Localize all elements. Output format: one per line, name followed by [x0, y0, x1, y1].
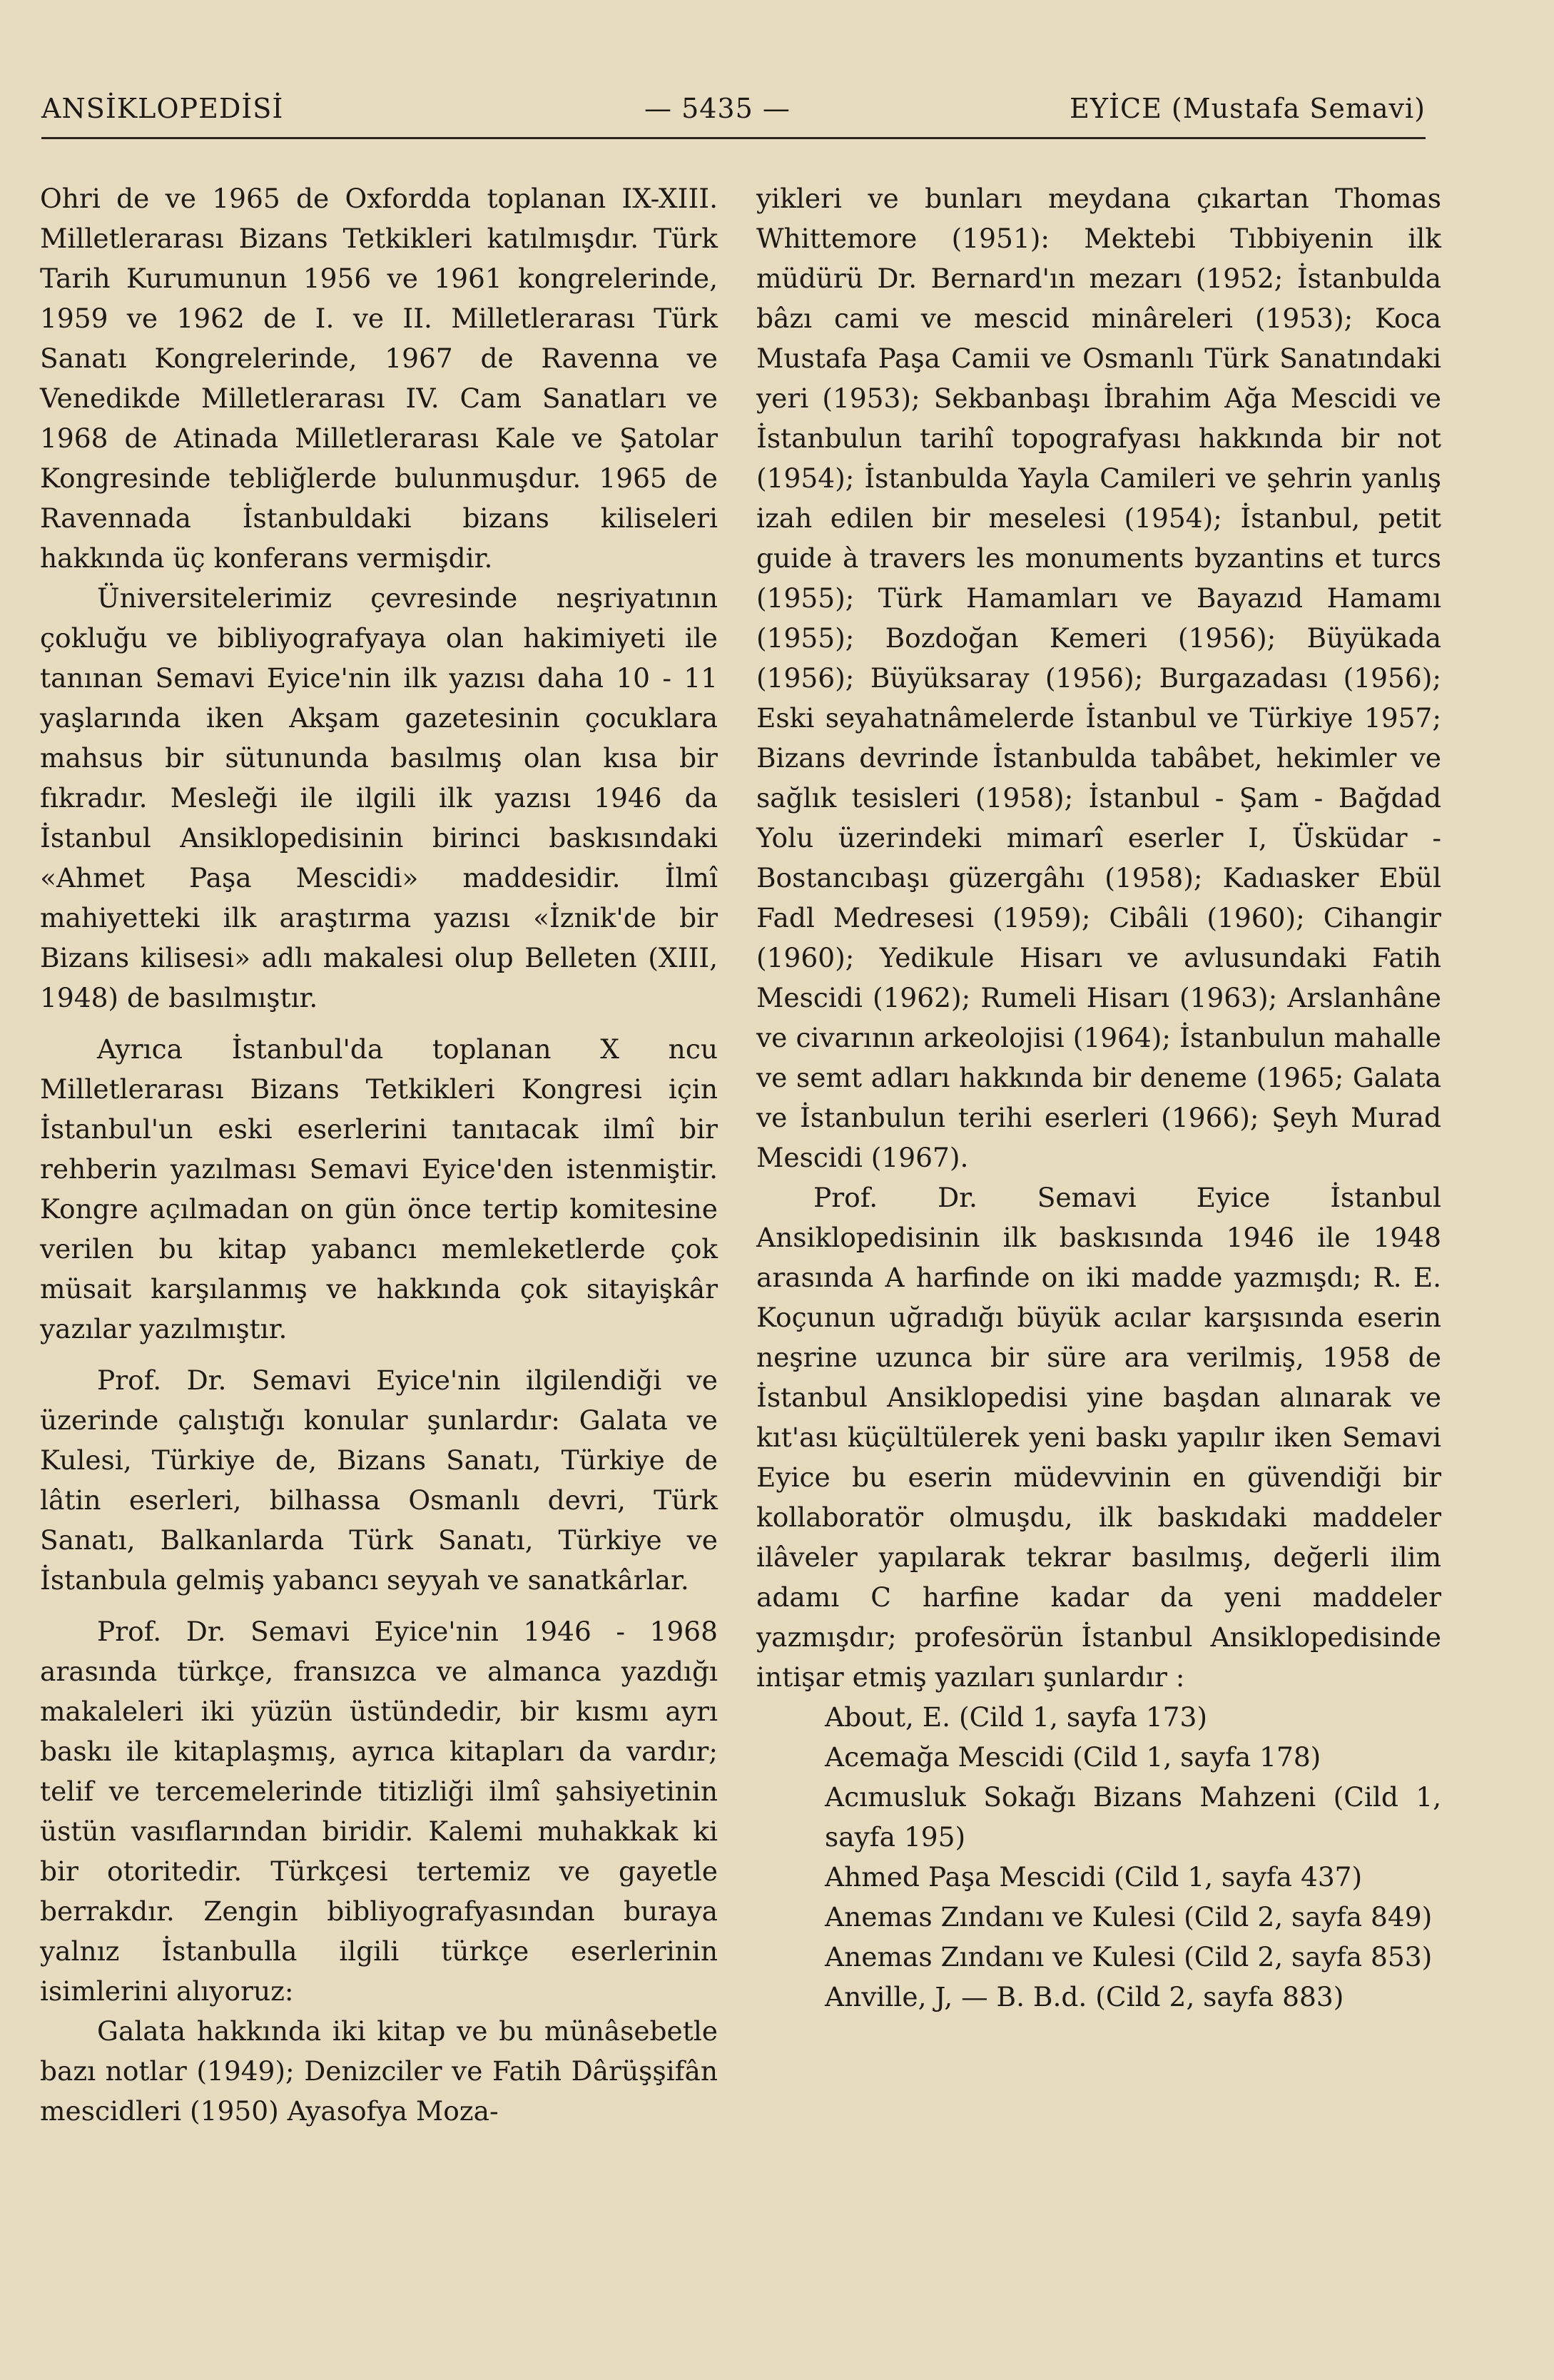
paragraph-guidebook: Ayrıca İstanbul'da toplanan X ncu Milletlerarası Bizans Tetkikleri Kongresi için İstanbul'un eski eserlerini tanıtacak ilmî bir rehberin yazılması Semavi Eyice'den istenmiştir. Kongre açılmadan on gün önce tertip komitesine verilen bu kitap yabancı memleketlerde çok müsait karşılanmış ve hakkında çok sitayişkâr yazılar yazılmıştır.	[40, 1033, 718, 1345]
header-rule	[41, 137, 1426, 139]
header-entry-title: EYİCE (Mustafa Semavi)	[1070, 93, 1426, 124]
paragraph-articles: Prof. Dr. Semavi Eyice'nin 1946 - 1968 arasında türkçe, fransızca ve almanca yazdığı makaleleri iki yüzün üstündedir, bir kısmı ayrı baskı ile kitaplaşmış, ayrıca kitapları da vardır; telif ve tercemelerinde titizliği ilmî şahsiyetinin üstün vasıflarından biridir. Kalemi muhakkak ki bir otoritedir. Türkçesi tertemiz ve gayetle berrakdır. Zengin bibliyografyasından buraya yalnız İstanbulla ilgili türkçe eserlerinin isimlerini alıyoruz:	[40, 1616, 718, 2007]
paragraph-works-list: Galata hakkında iki kitap ve bu münâsebetle bazı notlar (1949); Denizciler ve Fatih Dârüşşifân mescidleri (1950) Ayasofya Moza-	[40, 2015, 718, 2127]
list-item: Anville, J, — B. B.d. (Cild 2, sayfa 883)	[825, 1981, 1344, 2012]
paragraph-congresses: Ohri de ve 1965 de Oxfordda toplanan IX-XIII. Milletlerarası Bizans Tetkikleri katılmışdır. Türk Tarih Kurumunun 1956 ve 1961 kongrelerinde, 1959 ve 1962 de I. ve II. Milletlerarası Türk Sanatı Kongrelerinde, 1967 de Ravenna ve Venedikde Milletlerarası IV. Cam Sanatları ve 1968 de Atinada Milletlerarası Kale ve Şatolar Kongresinde tebliğlerde bulunmuşdur. 1965 de Ravennada İstanbuldaki bizans kiliseleri hakkında üç konferans vermişdir.	[40, 183, 718, 574]
page-number: — 5435 —	[644, 93, 791, 124]
left-column	[40, 178, 718, 2131]
list-item: About, E. (Cild 1, sayfa 173)	[825, 1701, 1208, 1733]
header-encyclopedia-title: ANSİKLOPEDİSİ	[41, 93, 284, 124]
paragraph-encyclopedia-contributions: Prof. Dr. Semavi Eyice İstanbul Ansiklopedisinin ilk baskısında 1946 ile 1948 arasında A harfinde on iki madde yazmışdı; R. E. Koçunun uğradığı büyük acılar karşısında eserin neşrine uzunca bir süre ara verilmiş, 1958 de İstanbul Ansiklopedisi yine başdan alınarak ve kıt'ası küçültülerek yeni baskı yapılır iken Semavi Eyice bu eserin müdevvinin en güvendiği bir kollaboratör olmuşdu, ilk baskıdaki maddeler ilâveler yapılarak tekrar basılmış, değerli ilim adamı C harfine kadar da yeni maddeler yazmışdır; profesörün İstanbul Ansiklopedisinde intişar etmiş yazıları şunlardır :	[756, 1182, 1441, 1693]
list-item: Anemas Zındanı ve Kulesi (Cild 2, sayfa 849)	[825, 1901, 1433, 1933]
entry-list	[756, 1697, 1441, 2017]
right-column	[756, 178, 1441, 2017]
paragraph-publications: Üniversitelerimiz çevresinde neşriyatının çokluğu ve bibliyografyaya olan hakimiyeti ile tanınan Semavi Eyice'nin ilk yazısı daha 10 - 11 yaşlarında iken Akşam gazetesinin çocuklara mahsus bir sütununda basılmış olan kısa bir fıkradır. Mesleği ile ilgili ilk yazısı 1946 da İstanbul Ansiklopedisinin birinci baskısındaki «Ahmet Paşa Mescidi» maddesidir. İlmî mahiyetteki ilk araştırma yazısı «İznik'de bir Bizans kilisesi» adlı makalesi olup Belleten (XIII, 1948) de basılmıştır.	[40, 582, 718, 1013]
paragraph-works-continued: yikleri ve bunları meydana çıkartan Thomas Whittemore (1951): Mektebi Tıbbiyenin ilk müdürü Dr. Bernard'ın mezarı (1952; İstanbulda bâzı cami ve mescid minâreleri (1953); Koca Mustafa Paşa Camii ve Osmanlı Türk Sanatındaki yeri (1953); Sekbanbaşı İbrahim Ağa Mescidi ve İstanbulun tarihî topografyası hakkında bir not (1954); İstanbulda Yayla Camileri ve şehrin yanlış izah edilen bir meselesi (1954); İstanbul, petit guide à travers les monuments byzantins et turcs (1955); Türk Hamamları ve Bayazıd Hamamı (1955); Bozdoğan Kemeri (1956); Büyükada (1956); Büyüksaray (1956); Burgazadası (1956); Eski seyahatnâmelerde İstanbul ve Türkiye 1957; Bizans devrinde İstanbulda tabâbet, hekimler ve sağlık tesisleri (1958); İstanbul - Şam - Bağdad Yolu üzerindeki mimarî eserler I, Üsküdar - Bostancıbaşı güzergâhı (1958); Kadıasker Ebül Fadl Medresesi (1959); Cibâli (1960); Cihangir (1960); Yedikule Hisarı ve avlusundaki Fatih Mescidi (1962); Rumeli Hisarı (1963); Arslanhâne ve civarının arkeolojisi (1964); İstanbulun mahalle ve semt adları hakkında bir deneme (1965; Galata ve İstanbulun terihi eserleri (1966); Şeyh Murad Mescidi (1967).	[756, 183, 1441, 1173]
list-item: Acımusluk Sokağı Bizans Mahzeni (Cild 1, sayfa 195)	[825, 1781, 1441, 1853]
list-item: Acemağa Mescidi (Cild 1, sayfa 178)	[825, 1741, 1321, 1773]
list-item: Ahmed Paşa Mescidi (Cild 1, sayfa 437)	[825, 1861, 1363, 1893]
list-item: Anemas Zındanı ve Kulesi (Cild 2, sayfa 853)	[825, 1941, 1433, 1973]
page-header	[41, 93, 1426, 143]
paragraph-topics: Prof. Dr. Semavi Eyice'nin ilgilendiği ve üzerinde çalıştığı konular şunlardır: Galata ve Kulesi, Türkiye de, Bizans Sanatı, Türkiye de lâtin eserleri, bilhassa Osmanlı devri, Türk Sanatı, Balkanlarda Türk Sanatı, Türkiye ve İstanbula gelmiş yabancı seyyah ve sanatkârlar.	[40, 1364, 718, 1596]
